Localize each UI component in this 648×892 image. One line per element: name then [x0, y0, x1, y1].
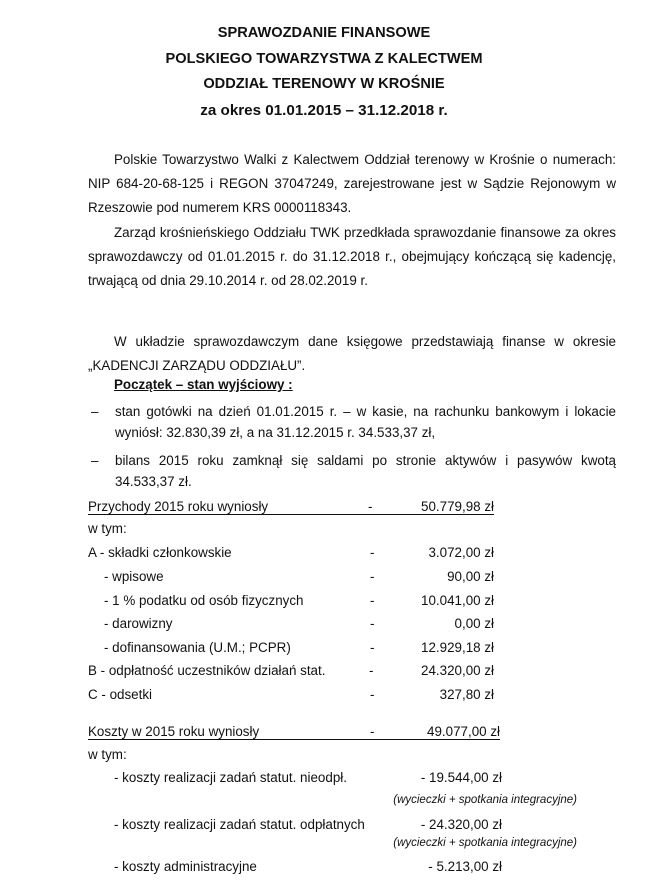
costs-in-which: w tym:	[88, 747, 127, 762]
income-item-row	[88, 660, 494, 681]
income-item-row	[104, 590, 494, 611]
income-item-dash: -	[370, 640, 375, 655]
income-item-row	[104, 613, 494, 634]
bullet-dash: –	[91, 453, 99, 468]
costs-item-value: - 19.544,00 zł	[420, 770, 502, 785]
costs-item-note: (wycieczki + spotkania integracyjne)	[393, 837, 577, 849]
income-item-row	[104, 566, 494, 587]
title-line-1: SPRAWOZDANIE FINANSOWE	[217, 25, 431, 41]
income-item-label: - darowizny	[104, 616, 173, 631]
income-item-dash: -	[370, 593, 375, 608]
income-item-dash: -	[370, 687, 375, 702]
costs-total-label: Koszty w 2015 roku wyniosły	[88, 724, 260, 739]
costs-item-label: - koszty realizacji zadań statut. nieodpł.	[114, 770, 347, 785]
income-total-dash: -	[368, 499, 373, 514]
income-underline	[88, 514, 494, 515]
costs-total-dash: -	[370, 724, 375, 739]
income-total-label: Przychody 2015 roku wyniosły	[88, 499, 269, 514]
income-item-label: - wpisowe	[104, 569, 164, 584]
costs-total-value: 49.077,00 zł	[427, 724, 500, 739]
income-item-row	[88, 684, 494, 705]
costs-item-row	[114, 856, 502, 877]
income-item-dash: -	[370, 616, 375, 631]
bullet-item	[91, 401, 616, 443]
costs-item-row	[114, 814, 502, 835]
costs-item-label: - koszty realizacji zadań statut. odpłatnych	[114, 817, 365, 832]
costs-item-label: - koszty administracyjne	[114, 859, 257, 874]
income-item-row	[88, 542, 494, 563]
income-item-value: 10.041,00 zł	[421, 593, 494, 608]
income-item-value: 24.320,00 zł	[421, 663, 494, 678]
income-item-value: 90,00 zł	[447, 569, 494, 584]
income-item-label: C - odsetki	[88, 687, 152, 702]
income-item-row	[104, 637, 494, 658]
costs-item-value: - 5.213,00 zł	[428, 859, 502, 874]
intro-paragraph-2: Zarząd krośnieńskiego Oddziału TWK przedkłada sprawozdanie finansowe za okres sprawozdawczy od 01.01.2015 r. do 31.12.2018 r., obejmujący kończącą się kadencję, trwającą od dnia 29.10.2014 r. od 28.02.2019 r.	[88, 225, 616, 289]
title-line-2: POLSKIEGO TOWARZYSTWA Z KALECTWEM	[165, 50, 483, 67]
income-item-dash: -	[370, 569, 375, 584]
intro-paragraph-3: W układzie sprawozdawczym dane księgowe przedstawiają finanse w okresie „KADENCJI ZARZĄDU ODDZIAŁU”.	[88, 334, 616, 374]
intro-paragraph-1: Polskie Towarzystwo Walki z Kalectwem Oddział terenowy w Krośnie o numerach: NIP 684-20-68-125 i REGON 37047249, zarejestrowane jest w Sądzie Rejonowym w Rzeszowie pod numerem KRS 0000118343.	[88, 152, 616, 216]
bullet-item	[91, 450, 616, 492]
costs-item-value: - 24.320,00 zł	[420, 817, 502, 832]
income-item-label: - dofinansowania (U.M.; PCPR)	[104, 640, 291, 655]
costs-underline	[88, 739, 500, 740]
title-line-4: za okres 01.01.2015 – 31.12.2018 r.	[200, 101, 448, 119]
income-item-dash: -	[369, 663, 374, 678]
income-item-dash: -	[370, 545, 375, 560]
income-item-label: B - odpłatność uczestników działań stat.	[88, 663, 326, 678]
bullet-text: bilans 2015 roku zamknął się saldami po stronie aktywów i pasywów kwotą 34.533,37 zł.	[115, 453, 616, 489]
costs-item-row	[114, 767, 502, 788]
costs-item-note: (wycieczki + spotkania integracyjne)	[393, 794, 577, 806]
bullet-text: stan gotówki na dzień 01.01.2015 r. – w kasie, na rachunku bankowym i lokacie wyniósł: 32.830,39 zł, a na 31.12.2015 r. 34.533,37 zł,	[115, 404, 616, 440]
income-in-which: w tym:	[88, 521, 127, 536]
income-total-value: 50.779,98 zł	[421, 499, 494, 514]
bullet-dash: –	[91, 404, 99, 419]
start-heading: Początek – stan wyjściowy :	[114, 377, 293, 392]
report-title	[0, 21, 648, 123]
income-item-label: - 1 % podatku od osób fizycznych	[104, 593, 304, 608]
income-item-value: 327,80 zł	[439, 687, 494, 702]
income-item-value: 3.072,00 zł	[428, 545, 494, 560]
income-item-value: 12.929,18 zł	[421, 640, 494, 655]
income-item-value: 0,00 zł	[454, 616, 494, 631]
income-item-label: A - składki członkowskie	[88, 545, 232, 560]
title-line-3: ODDZIAŁ TERENOWY W KROŚNIE	[203, 76, 445, 92]
